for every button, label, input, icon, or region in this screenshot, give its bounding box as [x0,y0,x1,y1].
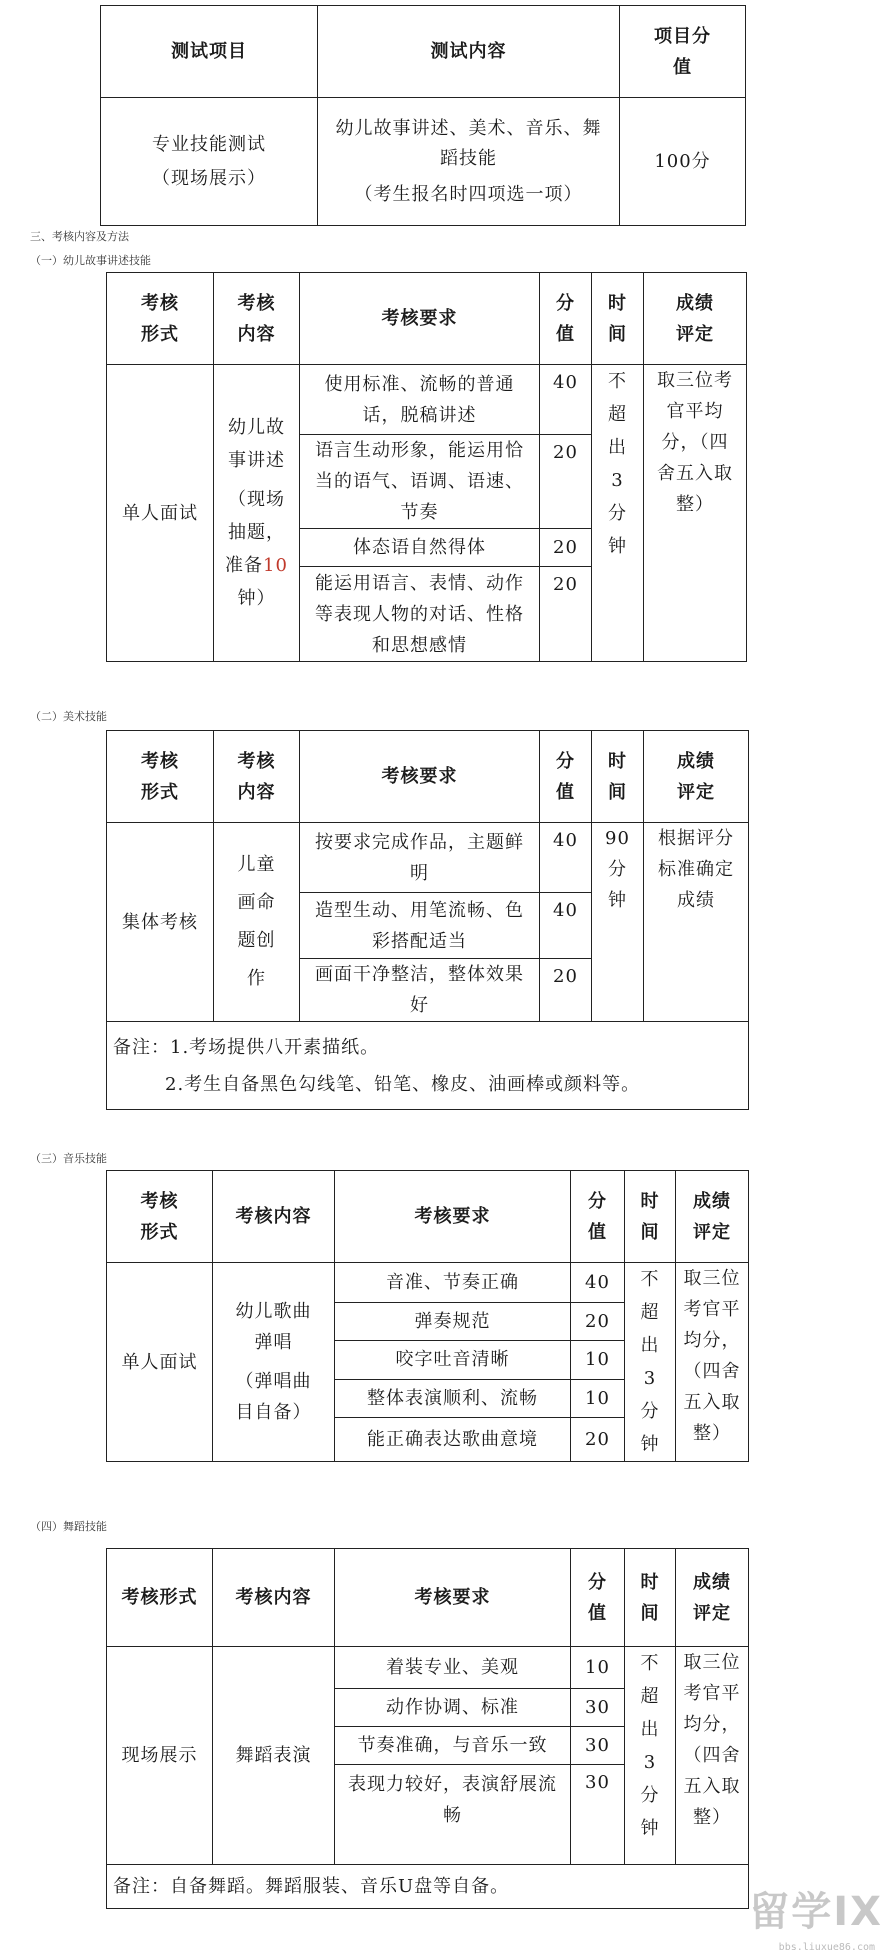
header-score: 分值 [540,273,592,365]
header-content: 考核内容 [214,273,300,365]
music-time: 不超出3分钟 [625,1263,676,1462]
art-note-1: 备注：1.考场提供八开素描纸。 [113,1036,380,1058]
header-evaluation: 成绩评定 [644,273,747,365]
watermark-logo: 留学ⅠⅩ [749,1889,883,1935]
art-score-3: 20 [540,959,592,1022]
story-form: 单人面试 [107,365,214,662]
dance-form: 现场展示 [107,1647,213,1865]
header-requirement: 考核要求 [300,731,540,823]
music-req-4: 整体表演顺利、流畅 [335,1379,571,1417]
header-evaluation: 成绩评定 [644,731,749,823]
music-content [213,1263,335,1462]
dance-time: 不超出3分钟 [625,1647,676,1865]
summary-item: 专业技能测试（现场展示） [101,98,318,226]
summary-content-note: （考生报名时四项选一项） [354,183,583,205]
header-time: 时间 [592,731,644,823]
dance-table [106,1548,749,1909]
header-score: 分值 [571,1549,625,1647]
music-score-3: 10 [571,1341,625,1379]
header-requirement: 考核要求 [335,1549,571,1647]
header-requirement: 考核要求 [335,1171,571,1263]
music-score-2: 20 [571,1303,625,1341]
section-4-title: （四）舞蹈技能 [30,1520,107,1533]
header-time: 时间 [592,273,644,365]
header-test-item: 测试项目 [101,6,318,98]
music-req-2: 弹奏规范 [335,1303,571,1341]
dance-content: 舞蹈表演 [213,1647,335,1865]
header-test-content: 测试内容 [318,6,620,98]
music-score-1: 40 [571,1263,625,1303]
summary-content [318,98,620,226]
music-form: 单人面试 [107,1263,213,1462]
story-score-1: 40 [540,365,592,435]
header-evaluation: 成绩评定 [676,1171,749,1263]
dance-note: 备注：自备舞蹈。舞蹈服装、音乐U盘等自备。 [107,1865,749,1909]
header-requirement: 考核要求 [300,273,540,365]
header-form: 考核形式 [107,1171,213,1263]
section-title: 三、考核内容及方法 [30,230,129,243]
summary-table [100,5,746,226]
art-time: 90分钟 [592,823,644,1022]
art-note [107,1022,749,1110]
dance-score-1: 10 [571,1647,625,1689]
summary-content-text: 幼儿故事讲述、美术、音乐、舞蹈技能 [335,117,602,169]
header-time: 时间 [625,1171,676,1263]
art-req-2: 造型生动、用笔流畅、色彩搭配适当 [300,893,540,959]
dance-req-4: 表现力较好，表演舒展流畅 [335,1765,571,1865]
art-req-3: 画面干净整洁，整体效果好 [300,959,540,1022]
story-content [214,365,300,662]
dance-score-2: 30 [571,1689,625,1727]
art-note-2: 2.考生自备黑色勾线笔、铅笔、橡皮、油画棒或颜料等。 [165,1073,641,1095]
header-form: 考核形式 [107,1549,213,1647]
header-form: 考核形式 [107,731,214,823]
dance-evaluation: 取三位考官平均分，（四舍五入取整） [676,1647,749,1865]
music-req-1: 音准、节奏正确 [335,1263,571,1303]
art-req-1: 按要求完成作品，主题鲜明 [300,823,540,893]
dance-req-3: 节奏准确，与音乐一致 [335,1727,571,1765]
story-req-3: 体态语自然得体 [300,529,540,567]
header-content: 考核内容 [213,1171,335,1263]
story-req-2: 语言生动形象，能运用恰当的语气、语调、语速、节奏 [300,435,540,529]
header-content: 考核内容 [214,731,300,823]
music-content-text: 幼儿歌曲弹唱 [235,1301,312,1353]
art-table [106,730,749,1110]
story-time: 不超出3分钟 [592,365,644,662]
art-content: 儿童画命题创作 [214,823,300,1022]
music-content-note: （弹唱曲目自备） [235,1371,312,1423]
music-req-5: 能正确表达歌曲意境 [335,1417,571,1461]
header-time: 时间 [625,1549,676,1647]
story-content-text: 幼儿故事讲述 [228,417,285,471]
watermark-url: bbs.liuxue86.com [778,1942,875,1953]
music-req-3: 咬字吐音清晰 [335,1341,571,1379]
story-table [106,272,747,662]
music-table [106,1170,749,1462]
dance-score-3: 30 [571,1727,625,1765]
story-score-4: 20 [540,567,592,662]
dance-req-1: 着装专业、美观 [335,1647,571,1689]
story-evaluation: 取三位考官平均分，（四舍五入取整） [644,365,747,662]
story-score-2: 20 [540,435,592,529]
music-score-5: 20 [571,1417,625,1461]
header-score: 分值 [571,1171,625,1263]
header-score: 项目分值 [620,6,746,98]
section-3-title: （三）音乐技能 [30,1152,107,1165]
header-content: 考核内容 [213,1549,335,1647]
music-score-4: 10 [571,1379,625,1417]
section-1-title: （一）幼儿故事讲述技能 [30,254,151,267]
story-req-4: 能运用语言、表情、动作等表现人物的对话、性格和思想感情 [300,567,540,662]
header-evaluation: 成绩评定 [676,1549,749,1647]
summary-score: 100分 [620,98,746,226]
section-2-title: （二）美术技能 [30,710,107,723]
story-content-note: （现场抽题，准备10钟） [225,489,288,609]
story-score-3: 20 [540,529,592,567]
art-form: 集体考核 [107,823,214,1022]
header-form: 考核形式 [107,273,214,365]
music-evaluation: 取三位考官平均分，（四舍五入取整） [676,1263,749,1462]
art-score-2: 40 [540,893,592,959]
header-score: 分值 [540,731,592,823]
art-evaluation: 根据评分标准确定成绩 [644,823,749,1022]
dance-score-4: 30 [571,1765,625,1865]
dance-req-2: 动作协调、标准 [335,1689,571,1727]
story-req-1: 使用标准、流畅的普通话，脱稿讲述 [300,365,540,435]
art-score-1: 40 [540,823,592,893]
